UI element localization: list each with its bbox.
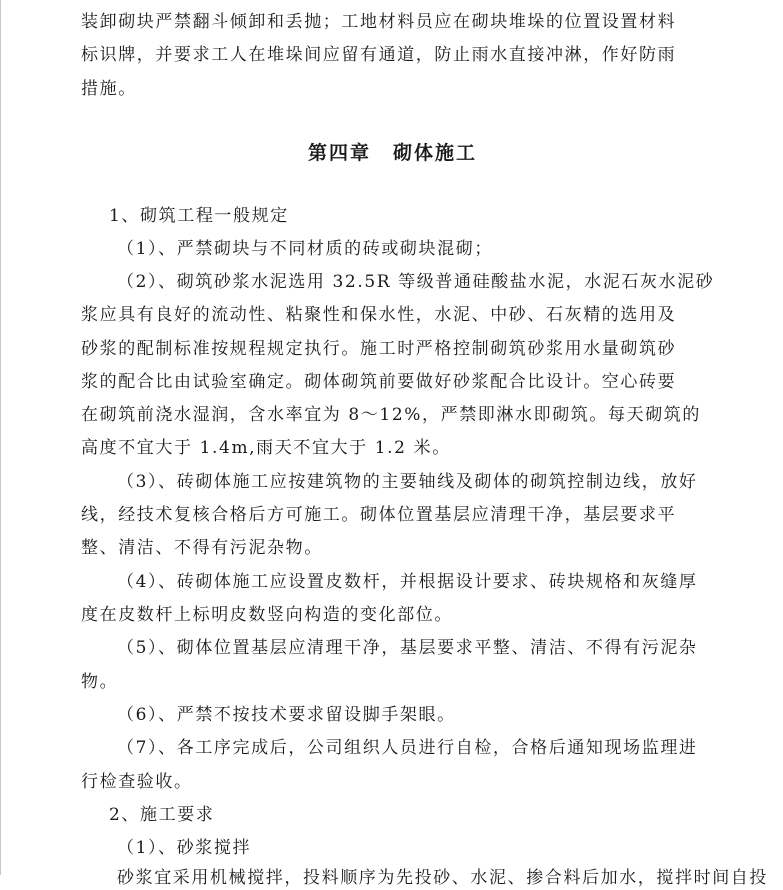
text-line: 高度不宜大于 1.4m,雨天不宜大于 1.2 米。 xyxy=(81,438,451,458)
text-line: 标识牌，并要求工人在堆垛间应留有通道，防止雨水直接冲淋，作好防雨 xyxy=(81,45,677,65)
list-item: （1）、严禁砌块与不同材质的砖或砌块混砌； xyxy=(117,239,493,259)
text-line: 装卸砌块严禁翻斗倾卸和丢抛；工地材料员应在砌块堆垛的位置设置材料 xyxy=(81,12,677,32)
text-line: （7）、各工序完成后，公司组织人员进行自检，合格后通知现场监理进 xyxy=(117,738,698,758)
text-line: 行检查验收。 xyxy=(81,772,193,792)
chapter-title: 砌体施工 xyxy=(393,142,478,164)
chapter-number: 第四章 xyxy=(307,142,371,164)
text-line: 度在皮数杆上标明皮数竖向构造的变化部位。 xyxy=(81,605,453,625)
text-line: 浆的配合比由试验室确定。砌体砌筑前要做好砂浆配合比设计。空心砖要 xyxy=(81,372,677,392)
section-heading: 1、砌筑工程一般规定 xyxy=(109,206,289,226)
text-line: 浆应具有良好的流动性、粘聚性和保水性，水泥、中砂、石灰精的选用及 xyxy=(81,305,677,325)
section-heading: 2、施工要求 xyxy=(109,805,215,825)
text-line: 在砌筑前浇水湿润，含水率宜为 8～12%，严禁即淋水即砌筑。每天砌筑的 xyxy=(81,405,702,425)
text-line: （3）、砖砌体施工应按建筑物的主要轴线及砌体的砌筑控制边线，放好 xyxy=(117,472,698,492)
text-line: 整、清洁、不得有污泥杂物。 xyxy=(81,538,323,558)
text-line: （4）、砖砌体施工应设置皮数杆，并根据设计要求、砖块规格和灰缝厚 xyxy=(117,572,698,592)
chapter-heading xyxy=(1,138,783,165)
list-item: （1）、砂浆搅拌 xyxy=(117,838,252,858)
text-line: 措施。 xyxy=(81,79,137,99)
text-line-cut-off: 砂浆宜采用机械搅拌，投料顺序为先投砂、水泥、掺合料后加水，搅拌时间自投 xyxy=(117,868,768,888)
text-line: （2）、砌筑砂浆水泥选用 32.5R 等级普通硅酸盐水泥，水泥石灰水泥砂 xyxy=(117,272,715,292)
text-line: （5）、砌体位置基层应清理干净，基层要求平整、清洁、不得有污泥杂 xyxy=(117,638,698,658)
text-line: 线，经技术复核合格后方可施工。砌体位置基层应清理干净，基层要求平 xyxy=(81,505,677,525)
list-item: （6）、严禁不按技术要求留设脚手架眼。 xyxy=(117,705,456,725)
text-line: 砂浆的配制标准按规程规定执行。施工时严格控制砌筑砂浆用水量砌筑砂 xyxy=(81,339,677,359)
text-line: 物。 xyxy=(81,672,119,692)
